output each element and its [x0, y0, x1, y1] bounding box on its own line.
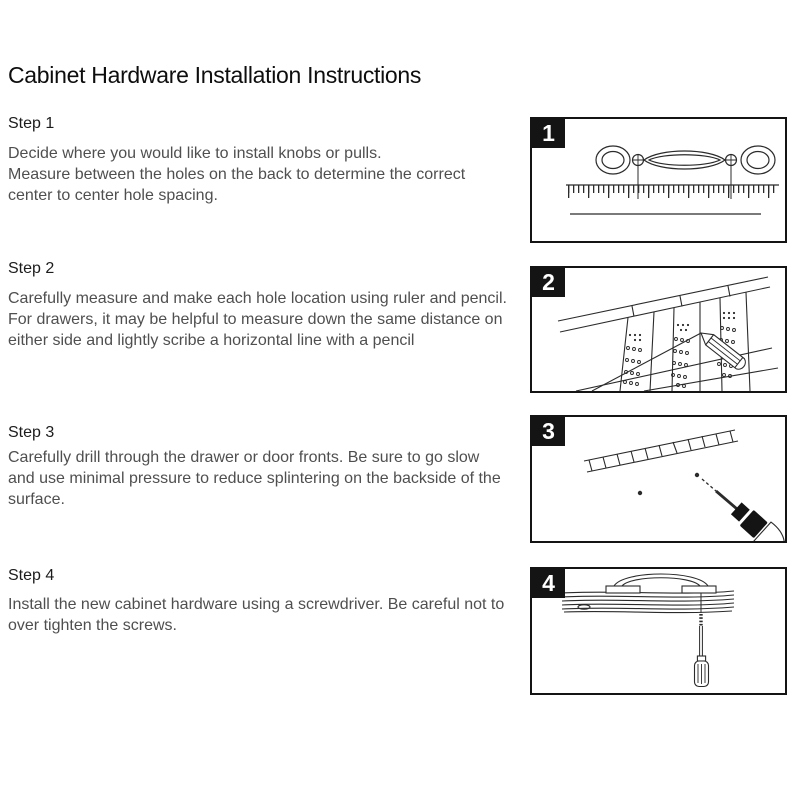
step-3-number-badge: 3 [532, 417, 565, 446]
step-2-body: Carefully measure and make each hole location using ruler and pencil. For drawers, it may be helpful to measure down the same distance on either side and lightly scribe a horizontal line with a pencil [8, 290, 507, 349]
step-4-heading: Step 4 [8, 567, 55, 584]
step-3-body: Carefully drill through the drawer or door fronts. Be sure to go slow and use minimal pressure to reduce splintering on the backside of the surface. [8, 449, 501, 508]
step-2-figure [530, 266, 787, 393]
step-1-body: Decide where you would like to install knobs or pulls. Measure between the holes on the back to determine the correct center to center hole spacing. [8, 145, 466, 204]
page-title: Cabinet Hardware Installation Instructions [8, 62, 422, 88]
step-3-heading: Step 3 [8, 424, 55, 441]
step-2-heading: Step 2 [8, 260, 55, 277]
step-4-body: Install the new cabinet hardware using a screwdriver. Be careful not to over tighten the screws. [8, 596, 505, 634]
step-4-number-badge: 4 [532, 569, 565, 598]
drill-making-holes-icon [532, 417, 785, 541]
step-4-figure [530, 567, 787, 695]
step-2-number-badge: 2 [532, 268, 565, 297]
screwdriver-installing-handle-icon [532, 569, 785, 693]
pencil-marking-cabinet-icon [532, 268, 785, 391]
step-1-heading: Step 1 [8, 115, 55, 132]
cabinet-pull-over-ruler-icon [532, 119, 785, 241]
step-1-figure [530, 117, 787, 243]
step-1-number-badge: 1 [532, 119, 565, 148]
step-3-figure [530, 415, 787, 543]
